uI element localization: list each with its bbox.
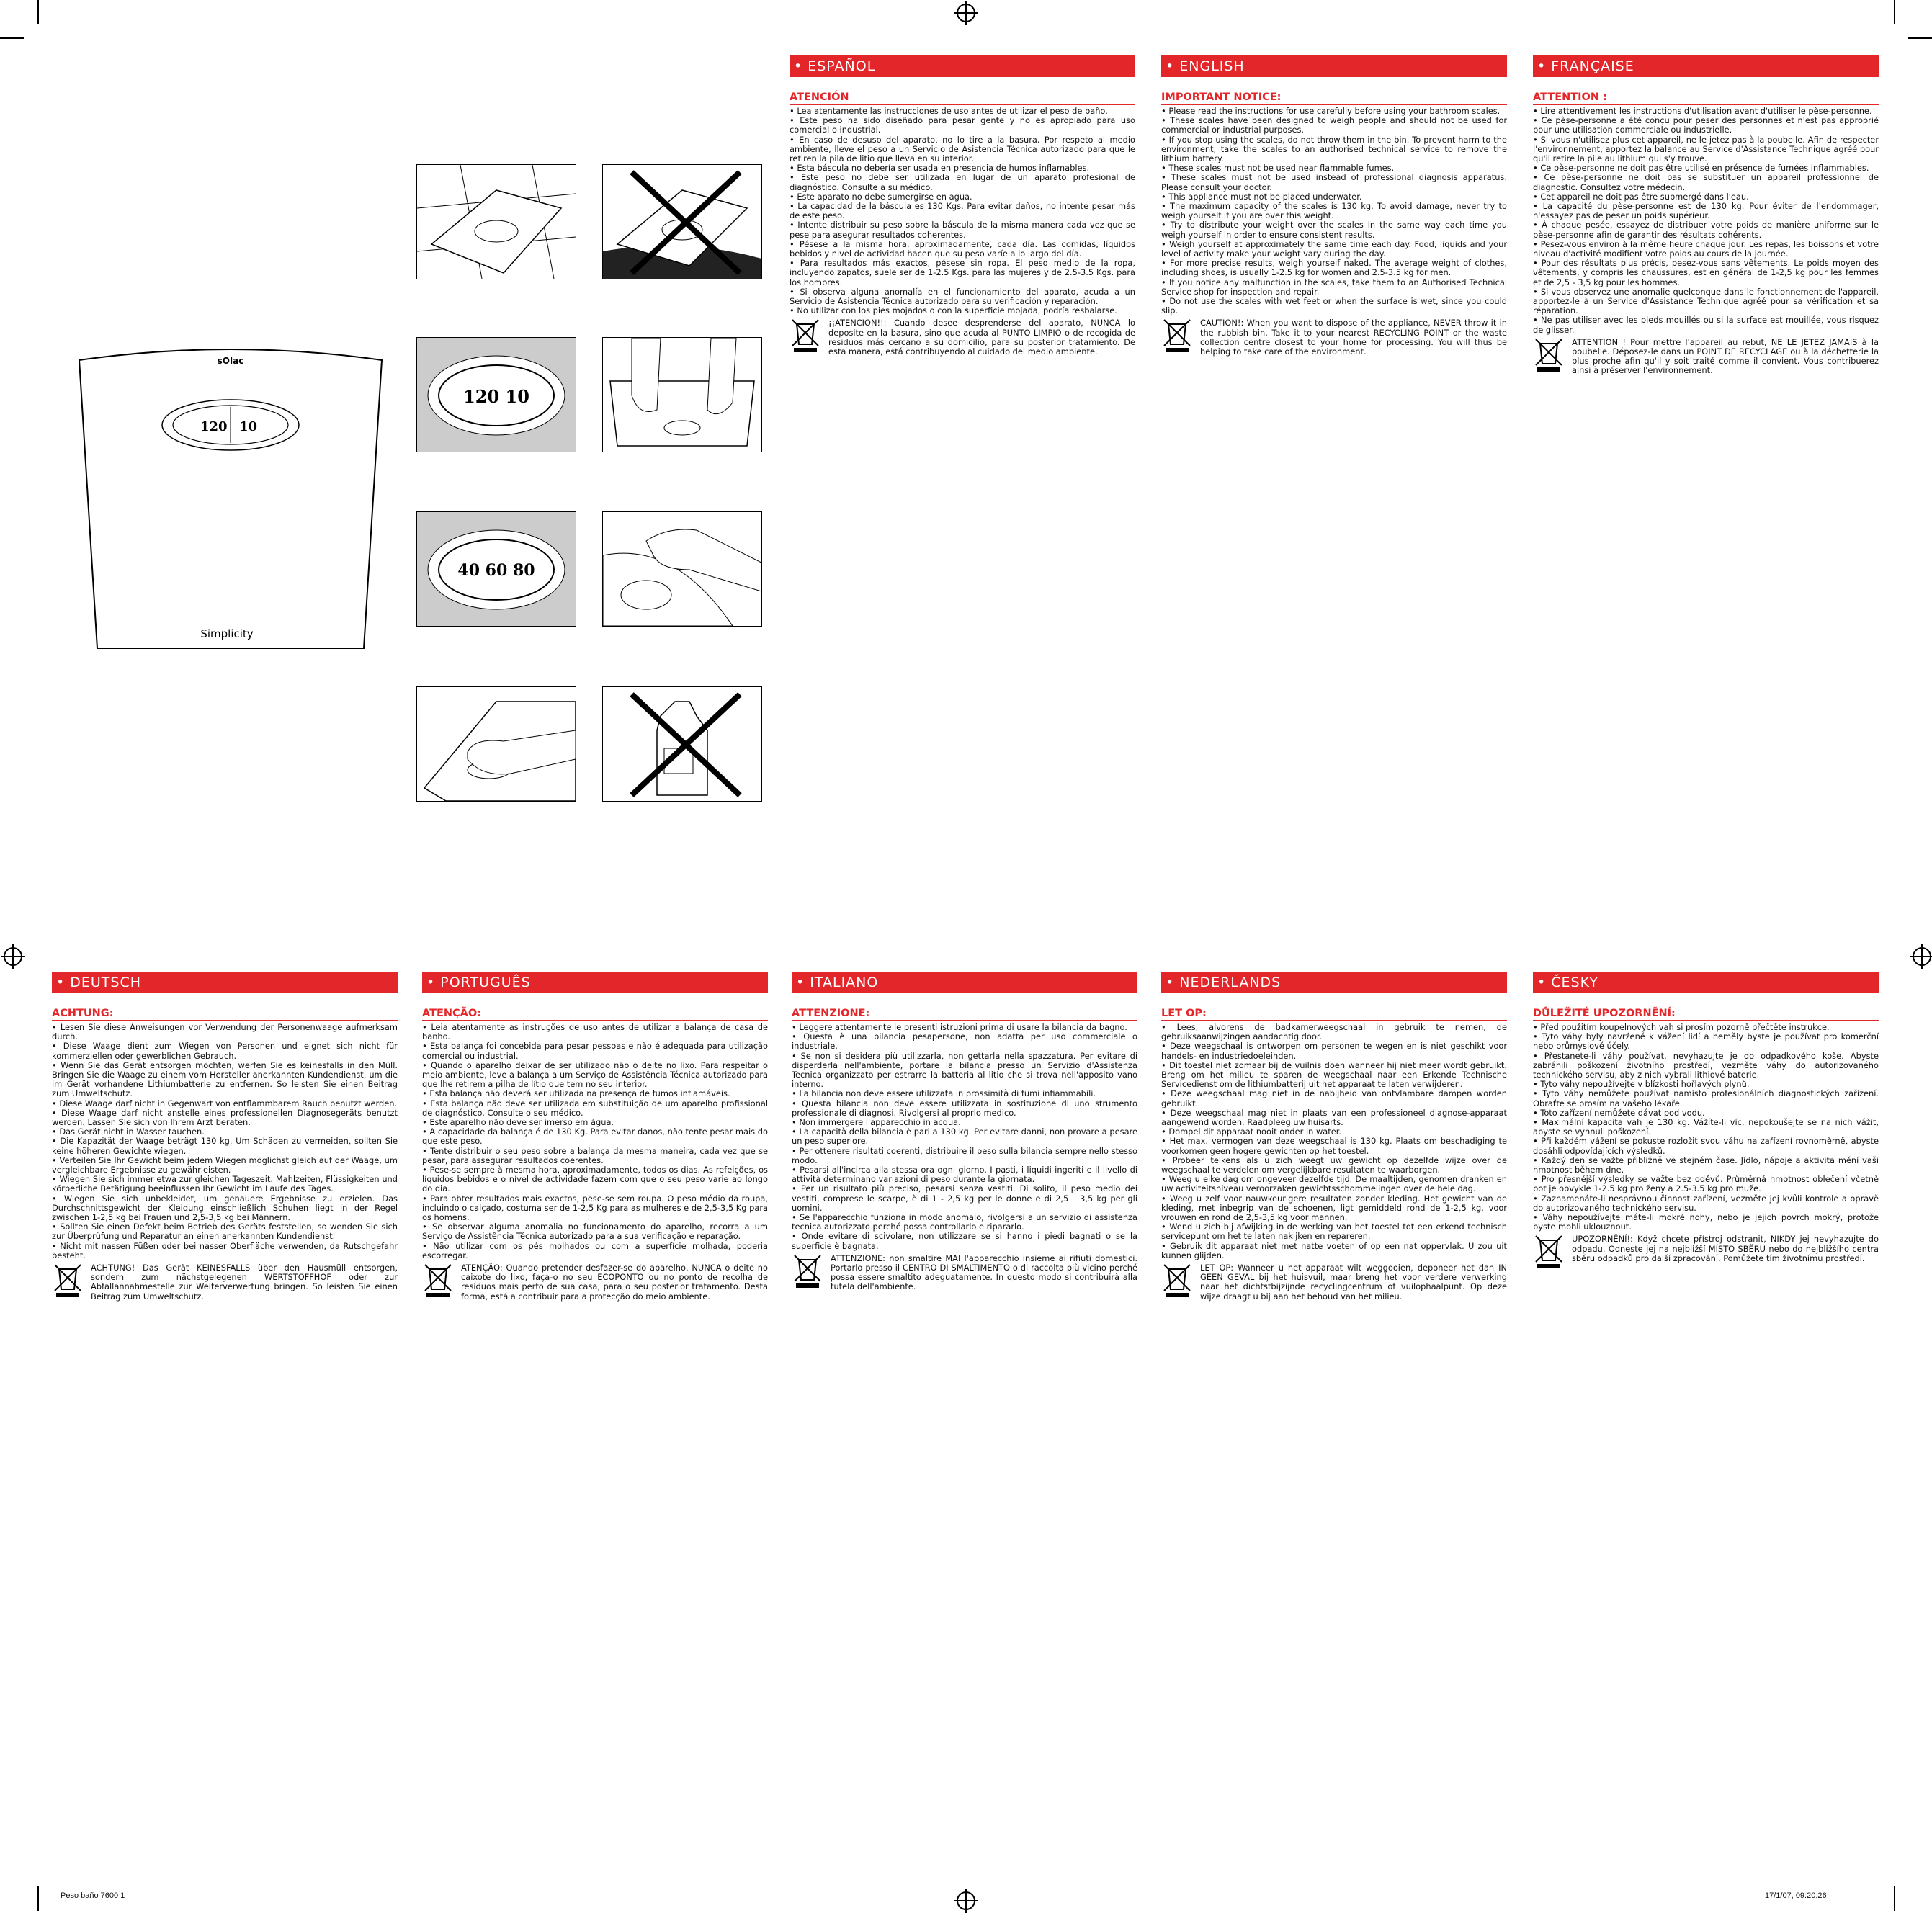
instruction-item: • These scales must not be used instead of professional diagnosis apparatus. Please consult your doctor. xyxy=(1161,172,1507,192)
instruction-item: • Este aparato no debe sumergirse en agua. xyxy=(790,191,972,202)
instruction-item: • Deze weegschaal mag niet in plaats van een professioneel diagnose-apparaat aangewend worden. Raadpleeg uw huisarts. xyxy=(1161,1107,1507,1128)
instruction-item: • If you stop using the scales, do not throw them in the bin. To prevent harm to the environment, take the scales to an authorised technical service to remove the lithium battery. xyxy=(1161,134,1507,164)
crossed-bin-icon xyxy=(1533,338,1565,372)
instruction-item: • Wiegen Sie sich unbekleidet, um genauere Ergebnisse zu erzielen. Das Durchschnittsgewicht der Kleidung einschließlich Schuhen liegt in der Regel zwischen 1-2,5 kg bei Frauen und 2,5-3,5 kg bei Männern. xyxy=(52,1193,398,1223)
registration-mark xyxy=(1913,947,1931,966)
instruction-item: • Die Kapazität der Waage beträgt 130 kg. Um Schäden zu vermeiden, sollten Sie keine höheren Gewichte wiegen. xyxy=(52,1136,398,1156)
section-francaise xyxy=(1533,55,1879,376)
instruction-list xyxy=(1161,1023,1507,1260)
instruction-item: • Pesez-vous environ à la même heure chaque jour. Les repas, les boissons et votre niveau d'activité modifient votre poids au cours de la journée. xyxy=(1533,238,1879,259)
instruction-item: • Este aparelho não deve ser imerso em água. xyxy=(422,1117,614,1128)
section-espanol xyxy=(790,55,1135,357)
warning-text: ATTENTION ! Pour mettre l'appareil au rebut, NE LE JETEZ JAMAIS à la poubelle. Déposez-le dans un POINT DE RECYCLAGE ou à la déchetterie la plus proche afin qu'il y soit traité comme il convient. Vous contribuerez ainsi à préserver l'environnement. xyxy=(1572,336,1879,376)
instruction-list xyxy=(1161,107,1507,315)
instruction-item: • Ce pèse-personne ne doit pas être utilisé en présence de fumées inflammables. xyxy=(1533,163,1869,174)
registration-mark xyxy=(957,1891,975,1910)
crossed-bin-icon xyxy=(1533,1235,1565,1269)
instruction-item: • Leggere attentamente le presenti istruzioni prima di usare la bilancia da bagno. xyxy=(792,1022,1127,1032)
illustration-scale-on-floor xyxy=(416,164,576,279)
instruction-item: • These scales have been designed to weigh people and should not be used for commercial or industrial purposes. xyxy=(1161,115,1507,135)
instruction-item: • La capacidad de la báscula es 130 Kgs. Para evitar daños, no intente pesar más de este peso. xyxy=(790,201,1135,221)
illustration-dial-closeup-weight xyxy=(416,511,576,627)
instruction-item: • La bilancia non deve essere utilizzata in prossimità di fumi infiammabili. xyxy=(792,1088,1096,1099)
instruction-item: • Dit toestel niet zomaar bij de vuilnis doen wanneer hij niet meer wordt gebruikt. Breng om het milieu te sparen de weegschaal naar een Erkende Technische Servicedienst om de lithiumbatterij uit het apparaat te laten verwijderen. xyxy=(1161,1059,1507,1090)
instruction-item: • Nicht mit nassen Füßen oder bei nasser Oberfläche verwenden, da Rutschgefahr besteht. xyxy=(52,1240,398,1260)
instruction-item: • Wenn Sie das Gerät entsorgen möchten, werfen Sie es keinesfalls in den Müll. Bringen Sie die Waage zu einem vom Hersteller anerkannten Kundendienst, um die im Gerät vorhandene Lithiumbatterie zu entfernen. So leisten Sie einen Beitrag zum Umweltschutz. xyxy=(52,1059,398,1099)
instruction-item: • Leia atentamente as instruções de uso antes de utilizar a balança de casa de banho. xyxy=(422,1022,768,1042)
instruction-item: • Maximální kapacita vah je 130 kg. Vážíte-li víc, nepokoušejte se na nich vážit, abyste se vyhnuli poškození. xyxy=(1533,1117,1879,1137)
instruction-item: • Diese Waage darf nicht in Gegenwart von entflammbarem Rauch benutzt werden. xyxy=(52,1098,398,1108)
instruction-item: • Para obter resultados mais exactos, pese-se sem roupa. O peso médio da roupa, incluindo o calçado, costuma ser de 1-2,5 Kg para as mulheres e de 2,5-3,5 Kg para os homens. xyxy=(422,1193,768,1223)
instruction-item: • Přestanete-li váhy používat, nevyhazujte je do odpadkového koše. Abyste zabránili poškození životního prostředí, vezměte váhy do autorizovaného technického servisu, aby z nich vybrali lithiové baterie. xyxy=(1533,1050,1879,1080)
scale-drawing xyxy=(72,346,389,655)
instruction-item: • Pese-se sempre à mesma hora, aproximadamente, todos os dias. As refeições, os líquidos bebidos e o nível de actividade fazem com que o seu peso varie ao longo do dia. xyxy=(422,1165,768,1194)
instruction-item: • This appliance must not be placed underwater. xyxy=(1161,191,1362,202)
instruction-item: • Gebruik dit apparaat niet met natte voeten of op een nat oppervlak. U zou uit kunnen glijden. xyxy=(1161,1240,1507,1260)
instruction-item: • Pesarsi all'incirca alla stessa ora ogni giorno. I pasti, i liquidi ingeriti e il livello di attività determinano variazioni di peso durante la giornata. xyxy=(792,1165,1137,1185)
instruction-item: • Zaznamenáte-li nesprávnou činnost zařízení, vezměte jej kvůli kontrole a opravě do autorizovaného technického servisu. xyxy=(1533,1193,1879,1213)
instruction-item: • No utilizar con los pies mojados o con la superficie mojada, podría resbalarse. xyxy=(790,305,1117,316)
instruction-item: • Lees, alvorens de badkamerweegschaal in gebruik te nemen, de gebruiksaanwijzingen aandachtig door. xyxy=(1161,1022,1507,1042)
instruction-item: • Do not use the scales with wet feet or when the surface is wet, since you could slip. xyxy=(1161,296,1507,316)
instruction-item: • Onde evitare di scivolare, non utilizzare se si hanno i piedi bagnati o se la superficie è bagnata. xyxy=(792,1231,1137,1251)
instruction-item: • Pro přesnější výsledky se važte bez oděvů. Průměrná hmotnost oblečení včetně bot je obvykle 1-2.5 kg pro ženy a 2.5-3.5 kg pro muže. xyxy=(1533,1174,1879,1194)
instruction-item: • A capacidade da balança é de 130 Kg. Para evitar danos, não tente pesar mais do que este peso. xyxy=(422,1126,768,1147)
crop-mark xyxy=(1908,37,1932,39)
instruction-item: • Si observa alguna anomalía en el funcionamiento del aparato, acuda a un Servicio de Asistencia Técnica autorizado para su verificación y reparación. xyxy=(790,286,1135,307)
registration-mark xyxy=(957,4,975,22)
instruction-item: • À chaque pesée, essayez de distribuer votre poids de manière uniforme sur le pèse-personne afin de garantir des résultats cohérents. xyxy=(1533,220,1879,240)
section-heading: • ESPAÑOL xyxy=(790,55,1135,77)
instruction-item: • Tente distribuir o seu peso sobre a balança da mesma maneira, cada vez que se pesar, para assegurar resultados coerentes. xyxy=(422,1145,768,1165)
instruction-item: • Este peso ha sido diseñado para pesar gente y no es apropiado para uso comercial o industrial. xyxy=(790,115,1135,135)
crop-mark xyxy=(0,1873,24,1874)
section-nederlands xyxy=(1161,972,1507,1302)
crossed-bin-icon xyxy=(790,318,821,353)
section-subheading: ATENCIÓN xyxy=(790,91,1135,105)
instruction-item: • Probeer telkens als u zich weegt uw gewicht op dezelfde wijze over de weegschaal te verdelen om vergelijkbare resultaten te waarborgen. xyxy=(1161,1155,1507,1175)
instruction-item: • Toto zařízení nemůžete dávat pod vodu. xyxy=(1533,1107,1705,1118)
instruction-item: • Při každém vážení se pokuste rozložit svou váhu na zařízení rovnoměrně, abyste dosáhli odpovídajících výsledků. xyxy=(1533,1136,1879,1156)
instruction-item: • For more precise results, weigh yourself naked. The average weight of clothes, including shoes, is usually 1-2.5 kg for women and 2.5-3.5 kg for men. xyxy=(1161,258,1507,278)
instruction-item: • Esta balança não deve ser utilizada em substituição de um aparelho profissional de diagnóstico. Consulte o seu médico. xyxy=(422,1098,768,1118)
instruction-item: • Para resultados más exactos, pésese sin ropa. El peso medio de la ropa, incluyendo zapatos, suele ser de 1-2.5 Kgs. para las mujeres y de 2.5-3.5 Kgs. para los hombres. xyxy=(790,258,1135,287)
warning-text: ATTENZIONE: non smaltire MAI l'apparecchio insieme ai rifiuti domestici. Portarlo presso il CENTRO DI SMALTIMENTO o di raccolta più vicino perché possa essere smaltito adeguatamente. In questo modo si contribuirà alla tutela dell'ambiente. xyxy=(831,1253,1137,1292)
instruction-item: • Questa bilancia non deve essere utilizzata in sostituzione di uno strumento professionale di diagnosi. Rivolgersi al proprio medico. xyxy=(792,1098,1137,1118)
section-heading: • DEUTSCH xyxy=(52,972,398,993)
disposal-warning xyxy=(52,1263,398,1302)
section-heading: • FRANÇAISE xyxy=(1533,55,1879,77)
instruction-item: • Weeg u elke dag om ongeveer dezelfde tijd. De maaltijden, genomen dranken en uw activiteitsniveau veroorzaken gewichtsschommelingen over de hele dag. xyxy=(1161,1174,1507,1194)
section-subheading: IMPORTANT NOTICE: xyxy=(1161,91,1507,105)
crossed-bin-icon xyxy=(792,1254,823,1289)
disposal-warning xyxy=(422,1263,768,1302)
instruction-item: • Diese Waage darf nicht anstelle eines professionellen Diagnosegeräts benutzt werden. Lassen Sie sich von Ihrem Arzt beraten. xyxy=(52,1107,398,1128)
instruction-list xyxy=(1533,1023,1879,1232)
section-subheading: DŮLEŽITÉ UPOZORNĚNÍ: xyxy=(1533,1008,1879,1021)
crossed-bin-icon xyxy=(52,1263,84,1298)
section-english xyxy=(1161,55,1507,357)
section-heading: • NEDERLANDS xyxy=(1161,972,1507,993)
section-heading: • ITALIANO xyxy=(792,972,1137,993)
section-portugues xyxy=(422,972,768,1302)
scale-model: Simplicity xyxy=(200,627,254,640)
instruction-item: • La capacité du pèse-personne est de 130 kg. Pour éviter de l'endommager, n'essayez pas de peser un poids supérieur. xyxy=(1533,201,1879,221)
section-cesky xyxy=(1533,972,1879,1269)
dial-value-small: 10 xyxy=(239,419,258,434)
instruction-item: • Verteilen Sie Ihr Gewicht beim jedem Wiegen möglichst gleich auf der Waage, um vergleichbare Ergebnisse zu gewährleisten. xyxy=(52,1155,398,1175)
section-subheading: LET OP: xyxy=(1161,1008,1507,1021)
instruction-item: • Weeg u zelf voor nauwkeurigere resultaten zonder kleding. Het gewicht van de kleding, met inbegrip van de schoenen, ligt gemiddeld rond de 1-2,5 kg. voor vrouwen en rond de 2,5-3,5 kg voor mannen. xyxy=(1161,1193,1507,1223)
instruction-item: • Si vous n'utilisez plus cet appareil, ne le jetez pas à la poubelle. Afin de respecter l'environnement, apportez la balance au Service d'Assistance Technique agréé pour qu'il retire la pile au lithium qui s'y trouve. xyxy=(1533,134,1879,164)
warning-text: CAUTION!: When you want to dispose of the appliance, NEVER throw it in the rubbish bin. Take it to your nearest RECYCLING POINT or the waste collection centre closest to your home for processing. You will thus be helping to take care of the environment. xyxy=(1200,318,1507,357)
warning-text: UPOZORNĚNÍ!: Když chcete přístroj odstranit, NIKDY jej nevyhazujte do odpadu. Odneste jej na nejbližší MÍSTO SBĚRU nebo do nejbližšího centra sběru odpadků pro další zpracování. Pomůžete tím životnímu prostředí. xyxy=(1572,1234,1879,1263)
instruction-item: • Lea atentamente las instrucciones de uso antes de utilizar el peso de baño. xyxy=(790,106,1108,116)
instruction-item: • Weigh yourself at approximately the same time each day. Food, liquids and your level of activity make your weight vary during the day. xyxy=(1161,238,1507,259)
instruction-list xyxy=(1533,107,1879,335)
instruction-item: • Lire attentivement les instructions d'utilisation avant d'utiliser le pèse-personne. xyxy=(1533,106,1872,116)
instruction-item: • Questa è una bilancia pesapersone, non adatta per uso commerciale o industriale. xyxy=(792,1031,1137,1052)
illustration-bottle-crossed xyxy=(602,686,762,802)
disposal-warning xyxy=(1161,1263,1507,1302)
instruction-item: • Sollten Sie einen Defekt beim Betrieb des Geräts feststellen, so wenden Sie sich zur Überprüfung und Reparatur an einen anerkannten Kundendienst. xyxy=(52,1222,398,1242)
illustration-feet-on-scale xyxy=(602,337,762,452)
section-heading: • ČESKY xyxy=(1533,972,1879,993)
instruction-item: • The maximum capacity of the scales is 130 kg. To avoid damage, never try to weigh yourself if you are over this weight. xyxy=(1161,201,1507,221)
disposal-warning xyxy=(790,318,1135,357)
instruction-item: • La capacità della bilancia è pari a 130 kg. Per evitare danni, non provare a pesare un peso superiore. xyxy=(792,1126,1137,1147)
instruction-item: • If you notice any malfunction in the scales, take them to an Authorised Technical Service shop for inspection and repair. xyxy=(1161,277,1507,297)
instruction-item: • Per ottenere risultati coerenti, distribuire il peso sulla bilancia sempre nello stesso modo. xyxy=(792,1145,1137,1165)
instruction-item: • Tyto váhy nemůžete používat namísto profesionálních diagnostických zařízení. Obraťte se prosím na vašeho lékaře. xyxy=(1533,1088,1879,1108)
instruction-item: • Try to distribute your weight over the scales in the same way each time you weigh yourself in order to ensure consistent results. xyxy=(1161,220,1507,240)
section-heading: • PORTUGUÊS xyxy=(422,972,768,993)
instruction-item: • Se observar alguma anomalia no funcionamento do aparelho, recorra a um Serviço de Assistência Técnica autorizado para a sua verificação e reparação. xyxy=(422,1222,768,1242)
instruction-item: • Ne pas utiliser avec les pieds mouillés ou si la surface est mouillée, vous risquez de glisser. xyxy=(1533,315,1879,335)
disposal-warning xyxy=(1161,318,1507,357)
instruction-list xyxy=(422,1023,768,1260)
illustration-dial-closeup-zero xyxy=(416,337,576,452)
dial-value-big: 120 xyxy=(200,419,228,434)
crossed-bin-icon xyxy=(1161,318,1193,353)
crop-mark xyxy=(1894,1886,1895,1911)
section-deutsch xyxy=(52,972,398,1302)
warning-text: ATENÇÃO: Quando pretender desfazer-se do aparelho, NUNCA o deite no caixote do lixo, faça-o no seu ECOPONTO ou no ponto de recolha de resíduos mais perto de sua casa, para o seu posterior tratamento. Desta forma, está a contribuir para a protecção do meio ambiente. xyxy=(461,1263,768,1302)
instruction-item: • Před použitím koupelnových vah si prosím pozorně přečtěte instrukce. xyxy=(1533,1022,1830,1032)
instruction-item: • Das Gerät nicht in Wasser tauchen. xyxy=(52,1126,205,1137)
instruction-item: • Wend u zich bij afwijking in de werking van het toestel tot een erkend technisch servicepunt om het te laten nakijken en repareren. xyxy=(1161,1222,1507,1242)
instruction-item: • Každý den se važte přibližně ve stejném čase. Jídlo, nápoje a aktivita mění vaši hmotnost během dne. xyxy=(1533,1155,1879,1175)
instruction-item: • These scales must not be used near flammable fumes. xyxy=(1161,163,1395,174)
instruction-item: • Ce pèse-personne ne doit pas se substituer un appareil professionnel de diagnostic. Consultez votre médecin. xyxy=(1533,172,1879,192)
crop-mark xyxy=(37,1886,39,1911)
instruction-item: • Esta balança não deverá ser utilizada na presença de fumos inflamáveis. xyxy=(422,1088,730,1099)
section-heading: • ENGLISH xyxy=(1161,55,1507,77)
crop-mark xyxy=(1908,1873,1932,1874)
warning-text: ¡¡ATENCION!!: Cuando desee desprenderse del aparato, NUNCA lo deposite en la basura, sino que acuda al PUNTO LIMPIO o de recogida de residuos más cercano a su domicilio, para su posterior tratamiento. De esta manera, está contribuyendo al cuidado del medio ambiente. xyxy=(828,318,1135,357)
instruction-item: • Intente distribuir su peso sobre la báscula de la misma manera cada vez que se pese para asegurar resultados coherentes. xyxy=(790,220,1135,240)
instruction-item: • Si vous observez une anomalie quelconque dans le fonctionnement de l'appareil, apportez-le à un Service d'Assistance Technique agréé pour sa vérification et sa réparation. xyxy=(1533,286,1879,316)
registration-mark xyxy=(4,947,22,966)
instruction-item: • Quando o aparelho deixar de ser utilizado não o deite no lixo. Para respeitar o meio ambiente, leve a balança a um Serviço de Assistência Técnica autorizado para que lhe retirem a pilha de lítio que tem no seu interior. xyxy=(422,1059,768,1090)
crop-mark xyxy=(1894,0,1895,24)
instruction-item: • Cet appareil ne doit pas être submergé dans l'eau. xyxy=(1533,191,1749,202)
dial-closeup-text: 120 10 xyxy=(463,386,529,407)
section-italiano xyxy=(792,972,1137,1292)
disposal-warning xyxy=(792,1254,1137,1292)
section-subheading: ACHTUNG: xyxy=(52,1008,398,1021)
section-subheading: ATTENZIONE: xyxy=(792,1008,1137,1021)
instruction-item: • Esta báscula no debería ser usada en presencia de humos inflamables. xyxy=(790,163,1090,174)
instruction-item: • Wiegen Sie sich immer etwa zur gleichen Tageszeit. Mahlzeiten, Flüssigkeiten und körperliche Betätigung beeinflussen Ihr Gewicht im Laufe des Tages. xyxy=(52,1174,398,1194)
instruction-item: • Tyto váhy nepoužívejte v blízkosti hořlavých plynů. xyxy=(1533,1079,1750,1090)
instruction-item: • Het max. vermogen van deze weegschaal is 130 kg. Plaats om beschadiging te voorkomen geen hogere gewichten op het toestel. xyxy=(1161,1136,1507,1156)
instruction-item: • Pour des résultats plus précis, pesez-vous sans vêtements. Le poids moyen des vêtements, y compris les chaussures, est en général de 1-2,5 kg pour les femmes et de 2,5 - 3,5 kg pour les hommes. xyxy=(1533,258,1879,287)
disposal-warning xyxy=(1533,1235,1879,1269)
crossed-bin-icon xyxy=(422,1263,454,1298)
instruction-item: • En caso de desuso del aparato, no lo tire a la basura. Por respeto al medio ambiente, lleve el peso a un Servicio de Asistencia Técnica autorizado para que le retiren la pila de litio que lleva en su interior. xyxy=(790,134,1135,164)
illustration-hand-adjust-dial xyxy=(602,511,762,627)
illustration-scale-on-carpet-crossed xyxy=(602,164,762,279)
section-subheading: ATENÇÃO: xyxy=(422,1008,768,1021)
instruction-item: • Tyto váhy byly navržené k vážení lidí a neměly byste je používat pro komerční nebo průmyslové účely. xyxy=(1533,1031,1879,1052)
illustration-hand-wipe-scale xyxy=(416,686,576,802)
instruction-item: • Lesen Sie diese Anweisungen vor Verwendung der Personenwaage aufmerksam durch. xyxy=(52,1022,398,1042)
instruction-item: • Non immergere l'apparecchio in acqua. xyxy=(792,1117,961,1128)
instruction-item: • Não utilizar com os pés molhados ou com a superfície molhada, poderia escorregar. xyxy=(422,1240,768,1260)
instruction-list xyxy=(52,1023,398,1260)
scale-brand: sOlac xyxy=(217,356,244,366)
dial-closeup-text: 40 60 80 xyxy=(457,561,535,580)
instruction-item: • Per un risultato più preciso, pesarsi senza vestiti. Di solito, il peso medio dei vestiti, comprese le scarpe, è di 1 - 2,5 kg per le donne e di 2,5 – 3,5 kg per gli uomini. xyxy=(792,1183,1137,1213)
instruction-item: • Dompel dit apparaat nooit onder in water. xyxy=(1161,1126,1342,1137)
footer-left: Peso baño 7600 1 xyxy=(61,1891,125,1900)
instruction-item: • Ce pèse-personne a été conçu pour peser des personnes et n'est pas approprié pour une utilisation commerciale ou industrielle. xyxy=(1533,115,1879,135)
instruction-list xyxy=(790,107,1135,315)
instruction-item: • Este peso no debe ser utilizada en lugar de un aparato profesional de diagnóstico. Consulte a su médico. xyxy=(790,172,1135,192)
crop-mark xyxy=(0,37,24,39)
footer-right: 17/1/07, 09:20:26 xyxy=(1765,1891,1827,1900)
instruction-item: • Deze weegschaal is ontworpen om personen te wegen en is niet geschikt voor handels- en industriedoeleinden. xyxy=(1161,1041,1507,1061)
instruction-item: • Se non si desidera più utilizzarla, non gettarla nella spazzatura. Per evitare di disperderla nell'ambiente, portare la bilancia presso un Servizio d'Assistenza Tecnica organizzato per estrarre la batteria al litio che si trova nell'apposito vano interno. xyxy=(792,1050,1137,1090)
instruction-item: • Deze weegschaal mag niet in de nabijheid van ontvlambare dampen worden gebruikt. xyxy=(1161,1088,1507,1108)
crossed-bin-icon xyxy=(1161,1263,1193,1298)
section-subheading: ATTENTION : xyxy=(1533,91,1879,105)
disposal-warning xyxy=(1533,338,1879,376)
warning-text: ACHTUNG! Das Gerät KEINESFALLS über den Hausmüll entsorgen, sondern zum nächstgelegenen WERTSTOFFHOF oder zur Abfallannahmestelle zur Weiterverwertung bringen. So leisten Sie einen Beitrag zum Umweltschutz. xyxy=(91,1263,398,1302)
instruction-item: • Se l'apparecchio funziona in modo anomalo, rivolgersi a un servizio di assistenza tecnica autorizzato perché possa controllarlo e ripararlo. xyxy=(792,1212,1137,1232)
instruction-item: • Váhy nepoužívejte máte-li mokré nohy, nebo je jejich povrch mokrý, protože byste mohli uklouznout. xyxy=(1533,1212,1879,1232)
instruction-item: • Diese Waage dient zum Wiegen von Personen und eignet sich nicht für kommerziellen oder gewerblichen Gebrauch. xyxy=(52,1041,398,1061)
instruction-list xyxy=(792,1023,1137,1251)
crop-mark xyxy=(37,0,39,24)
instruction-item: • Pésese a la misma hora, aproximadamente, cada día. Las comidas, líquidos bebidos y nivel de actividad hacen que su peso varíe a lo largo del día. xyxy=(790,238,1135,259)
instruction-item: • Esta balança foi concebida para pesar pessoas e não é adequada para utilização comercial ou industrial. xyxy=(422,1041,768,1061)
instruction-item: • Please read the instructions for use carefully before using your bathroom scales. xyxy=(1161,106,1501,116)
warning-text: LET OP: Wanneer u het apparaat wilt weggooien, deponeer het dan IN GEEN GEVAL bij het huisvuil, maar breng het voor verdere verwerking naar het dichtstbijzijnde recyclingcentrum of vuilophaalpunt. Op deze wijze draagt u bij aan het behoud van het milieu. xyxy=(1200,1263,1507,1302)
